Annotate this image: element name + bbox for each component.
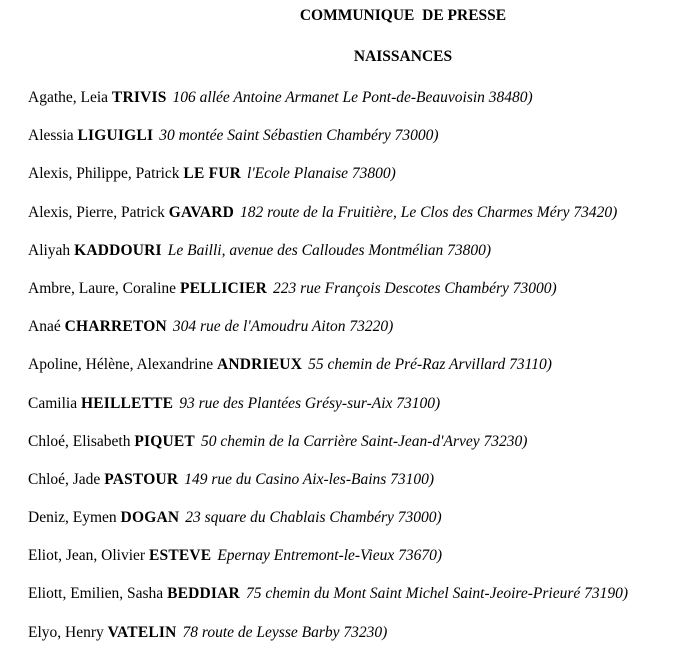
given-names: Anaé <box>28 318 61 336</box>
list-item <box>28 126 628 164</box>
given-names: Chloé, Jade <box>28 470 101 488</box>
list-item <box>28 164 628 202</box>
given-names: Alexis, Pierre, Patrick <box>28 203 165 221</box>
surname: PIQUET <box>134 432 195 450</box>
given-names: Alessia <box>28 127 74 145</box>
surname: DOGAN <box>120 509 180 527</box>
address: 223 rue François Descotes Chambéry 73000) <box>273 279 557 297</box>
given-names: Ambre, Laure, Coraline <box>28 279 177 297</box>
given-names: Eliott, Emilien, Sasha <box>28 585 164 603</box>
surname: LE FUR <box>183 165 242 183</box>
given-names: Aliyah <box>28 241 71 259</box>
list-item <box>28 508 628 546</box>
list-item <box>28 394 628 432</box>
given-names: Elyo, Henry <box>28 623 104 641</box>
address: 182 route de la Fruitière, Le Clos des Charmes Méry 73420) <box>240 203 618 221</box>
birth-list <box>28 88 628 661</box>
surname: HEILLETTE <box>80 394 174 412</box>
address: 75 chemin du Mont Saint Michel Saint-Jeoire-Prieuré 73190) <box>245 585 629 603</box>
address: 304 rue de l'Amoudru Aiton 73220) <box>172 318 394 336</box>
list-item <box>28 317 628 355</box>
address: 50 chemin de la Carrière Saint-Jean-d'Arvey 73230) <box>200 432 528 450</box>
surname: GAVARD <box>168 203 234 221</box>
surname: PASTOUR <box>104 470 179 488</box>
surname: LIGUIGLI <box>77 127 154 145</box>
list-item <box>28 432 628 470</box>
list-item <box>28 88 628 126</box>
address: 78 route de Leysse Barby 73230) <box>182 623 388 641</box>
list-item <box>28 241 628 279</box>
address: l'Ecole Planaise 73800) <box>247 165 396 183</box>
address: 55 chemin de Pré-Raz Arvillard 73110) <box>308 356 552 374</box>
address: 149 rue du Casino Aix-les-Bains 73100) <box>184 470 435 488</box>
surname: ANDRIEUX <box>216 356 303 374</box>
list-item <box>28 584 628 622</box>
address: 23 square du Chablais Chambéry 73000) <box>185 509 442 527</box>
address: Epernay Entremont-le-Vieux 73670) <box>217 547 443 565</box>
address: 106 allée Antoine Armanet Le Pont-de-Beauvoisin 38480) <box>172 89 533 106</box>
given-names: Agathe, Leia <box>28 89 109 106</box>
section-title-births: NAISSANCES <box>353 48 453 65</box>
address: 93 rue des Plantées Grésy-sur-Aix 73100) <box>179 394 441 412</box>
address: 30 montée Saint Sébastien Chambéry 73000) <box>159 127 439 145</box>
list-item <box>28 203 628 241</box>
surname: VATELIN <box>107 623 177 641</box>
given-names: Chloé, Elisabeth <box>28 432 131 450</box>
given-names: Eliot, Jean, Olivier <box>28 547 146 565</box>
press-release-title: COMMUNIQUE DE PRESSE <box>299 7 507 24</box>
surname: CHARRETON <box>64 318 167 336</box>
list-item <box>28 546 628 584</box>
address: Le Bailli, avenue des Calloudes Montmélian 73800) <box>167 241 492 259</box>
surname: BEDDIAR <box>167 585 240 603</box>
list-item <box>28 279 628 317</box>
surname: TRIVIS <box>111 89 167 106</box>
given-names: Apoline, Hélène, Alexandrine <box>28 356 214 374</box>
list-item <box>28 623 628 661</box>
surname: KADDOURI <box>74 241 162 259</box>
given-names: Camilia <box>28 394 78 412</box>
given-names: Alexis, Philippe, Patrick <box>28 165 180 183</box>
list-item <box>28 470 628 508</box>
surname: PELLICIER <box>179 279 268 297</box>
surname: ESTEVE <box>148 547 212 565</box>
list-item <box>28 355 628 393</box>
given-names: Deniz, Eymen <box>28 509 117 527</box>
